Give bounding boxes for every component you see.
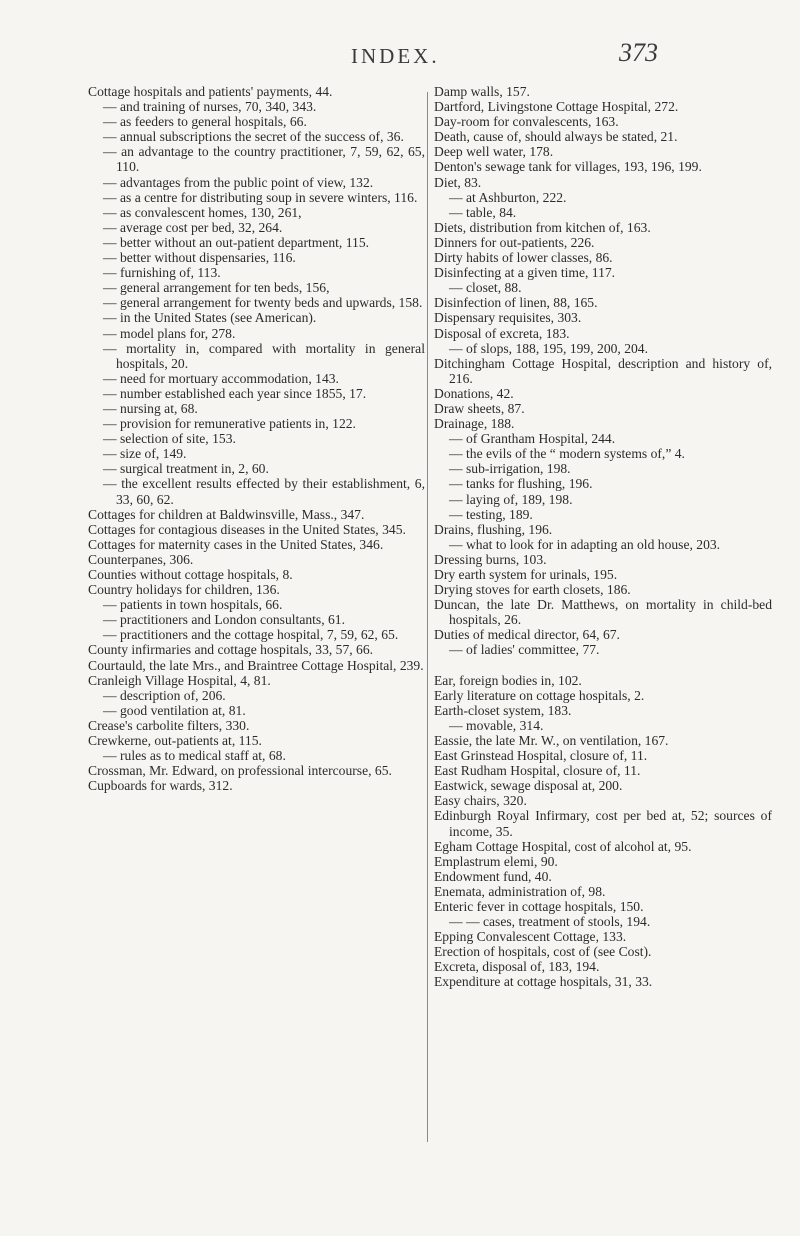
index-entry: Dartford, Livingstone Cottage Hospital, 272. (434, 99, 679, 115)
index-entry: Cupboards for wards, 312. (88, 778, 233, 794)
index-subentry: — — cases, treatment of stools, 194. (449, 914, 651, 930)
index-subentry: — description of, 206. (103, 687, 226, 703)
index-entry: Ear, foreign bodies in, 102. (434, 672, 582, 688)
index-subentry: — movable, 314. (449, 717, 544, 733)
page-header (0, 38, 800, 84)
index-entry: Denton's sewage tank for villages, 193, 196, 199. (434, 159, 702, 175)
index-entry: Crease's carbolite filters, 330. (88, 717, 250, 733)
index-subentry: — practitioners and London consultants, 61. (103, 612, 345, 628)
index-subentry: — annual subscriptions the secret of the success of, 36. (103, 129, 404, 145)
index-subentry: — surgical treatment in, 2, 60. (103, 461, 269, 477)
index-subentry: — need for mortuary accommodation, 143. (103, 370, 339, 386)
index-entry: Courtauld, the late Mrs., and Braintree Cottage Hospital, 239. (88, 657, 424, 673)
index-subentry: — at Ashburton, 222. (449, 189, 567, 205)
index-subentry: — as convalescent homes, 130, 261, (103, 204, 302, 220)
index-entry: Crewkerne, out-patients at, 115. (88, 733, 262, 749)
index-entry: Disposal of excreta, 183. (434, 325, 570, 341)
index-subentry: — the evils of the “ modern systems of,” 4. (449, 446, 685, 462)
index-entry: Donations, 42. (434, 385, 514, 401)
index-subentry: — and training of nurses, 70, 340, 343. (103, 99, 317, 115)
index-subentry: — table, 84. (449, 204, 517, 220)
index-entry: Dinners for out-patients, 226. (434, 234, 595, 250)
index-subentry: — general arrangement for ten beds, 156, (103, 280, 330, 296)
index-entry: Early literature on cottage hospitals, 2. (434, 687, 645, 703)
index-entry: Endowment fund, 40. (434, 868, 552, 884)
index-entry: Dirty habits of lower classes, 86. (434, 250, 613, 266)
index-entry: Eassie, the late Mr. W., on ventilation, 167. (434, 732, 669, 748)
index-subentry: — practitioners and the cottage hospital, 7, 59, 62, 65. (103, 627, 399, 643)
index-subentry: — average cost per bed, 32, 264. (103, 219, 283, 235)
index-entry: Dispensary requisites, 303. (434, 310, 582, 326)
index-subentry: — rules as to medical staff at, 68. (103, 748, 286, 764)
index-entry: Egham Cottage Hospital, cost of alcohol at, 95. (434, 838, 692, 854)
index-entry: Cottages for maternity cases in the United States, 346. (88, 536, 384, 552)
index-subentry: — nursing at, 68. (103, 400, 198, 416)
index-subentry: — what to look for in adapting an old house, 203. (449, 536, 721, 552)
index-entry: Damp walls, 157. (434, 84, 530, 99)
index-entry: Duties of medical director, 64, 67. (434, 627, 620, 643)
index-entry: Edinburgh Royal Infirmary, cost per bed at, 52; sources of income, 35. (434, 808, 772, 839)
index-entry: Country holidays for children, 136. (88, 582, 280, 598)
index-entry: Dry earth system for urinals, 195. (434, 567, 618, 582)
index-subentry: — general arrangement for twenty beds and upwards, 158. (103, 295, 423, 311)
running-title: INDEX. (351, 44, 440, 68)
index-entry: Excreta, disposal of, 183, 194. (434, 959, 600, 975)
index-entry: Dressing burns, 103. (434, 551, 547, 567)
index-subentry: — an advantage to the country practitioner, 7, 59, 62, 65, 110. (103, 144, 425, 175)
index-subentry: — in the United States (see American). (103, 310, 317, 326)
index-column-left (88, 84, 425, 793)
index-entry: Cranleigh Village Hospital, 4, 81. (88, 672, 271, 688)
index-entry: Cottage hospitals and patients' payments, 44. (88, 84, 333, 99)
index-subentry: — the excellent results effected by their establishment, 6, 33, 60, 62. (103, 476, 425, 507)
index-entry: East Grinstead Hospital, closure of, 11. (434, 748, 648, 764)
index-subentry: — patients in town hospitals, 66. (103, 597, 283, 613)
index-entry: Day-room for convalescents, 163. (434, 114, 619, 130)
index-subentry: — selection of site, 153. (103, 431, 236, 447)
index-entry: Disinfecting at a given time, 117. (434, 265, 616, 281)
index-entry: Death, cause of, should always be stated, 21. (434, 129, 678, 145)
index-entry: Diets, distribution from kitchen of, 163. (434, 219, 651, 235)
index-subentry: — mortality in, compared with mortality in general hospitals, 20. (103, 340, 425, 371)
index-column-right (434, 84, 772, 990)
index-entry: Draw sheets, 87. (434, 400, 525, 416)
index-entry: Easy chairs, 320. (434, 793, 527, 809)
index-entry: Drains, flushing, 196. (434, 521, 553, 537)
index-subentry: — better without dispensaries, 116. (103, 250, 296, 266)
index-subentry: — of slops, 188, 195, 199, 200, 204. (449, 340, 649, 356)
column-divider (427, 92, 428, 1142)
index-subentry: — of ladies' committee, 77. (449, 642, 600, 658)
page-number: 373 (619, 38, 658, 67)
index-entry: Cottages for contagious diseases in the United States, 345. (88, 521, 406, 537)
index-subentry: — laying of, 189, 198. (449, 491, 573, 507)
index-subentry: — model plans for, 278. (103, 325, 236, 341)
index-entry: Counterpanes, 306. (88, 551, 194, 567)
index-subentry: — better without an out-patient department, 115. (103, 234, 370, 250)
index-entry: Earth-closet system, 183. (434, 702, 572, 718)
index-subentry: — tanks for flushing, 196. (449, 476, 593, 492)
index-entry: Drying stoves for earth closets, 186. (434, 582, 631, 598)
index-subentry: — advantages from the public point of view, 132. (103, 174, 374, 190)
index-subentry: — as feeders to general hospitals, 66. (103, 114, 307, 130)
index-entry: County infirmaries and cottage hospitals, 33, 57, 66. (88, 642, 374, 658)
index-entry: Enteric fever in cottage hospitals, 150. (434, 898, 644, 914)
index-subentry: — as a centre for distributing soup in severe winters, 116. (103, 189, 418, 205)
index-entry: Duncan, the late Dr. Matthews, on mortality in child-bed hospitals, 26. (434, 597, 772, 628)
index-entry: Drainage, 188. (434, 416, 515, 432)
index-entry: East Rudham Hospital, closure of, 11. (434, 763, 641, 779)
index-subentry: — size of, 149. (103, 446, 187, 462)
index-entry: Erection of hospitals, cost of (see Cost). (434, 944, 652, 960)
index-entry: Deep well water, 178. (434, 144, 554, 160)
index-entry: Cottages for children at Baldwinsville, Mass., 347. (88, 506, 365, 522)
index-entry: Enemata, administration of, 98. (434, 883, 606, 899)
index-entry: Diet, 83. (434, 174, 482, 190)
index-entry: Expenditure at cottage hospitals, 31, 33. (434, 974, 653, 990)
index-entry: Ditchingham Cottage Hospital, description and history of, 216. (434, 355, 772, 386)
index-entry: Crossman, Mr. Edward, on professional intercourse, 65. (88, 763, 392, 779)
index-subentry: — number established each year since 1855, 17. (103, 385, 367, 401)
index-entry: Counties without cottage hospitals, 8. (88, 567, 293, 582)
index-subentry: — of Grantham Hospital, 244. (449, 431, 616, 447)
index-subentry: — good ventilation at, 81. (103, 702, 246, 718)
index-subentry: — closet, 88. (449, 280, 522, 296)
index-subentry: — provision for remunerative patients in, 122. (103, 416, 356, 432)
index-entry: Epping Convalescent Cottage, 133. (434, 929, 627, 945)
index-entry: Eastwick, sewage disposal at, 200. (434, 778, 623, 794)
index-subentry: — furnishing of, 113. (103, 265, 221, 281)
index-entry: Disinfection of linen, 88, 165. (434, 295, 598, 311)
index-subentry: — sub-irrigation, 198. (449, 461, 571, 477)
index-subentry: — testing, 189. (449, 506, 533, 522)
index-entry: Emplastrum elemi, 90. (434, 853, 558, 869)
